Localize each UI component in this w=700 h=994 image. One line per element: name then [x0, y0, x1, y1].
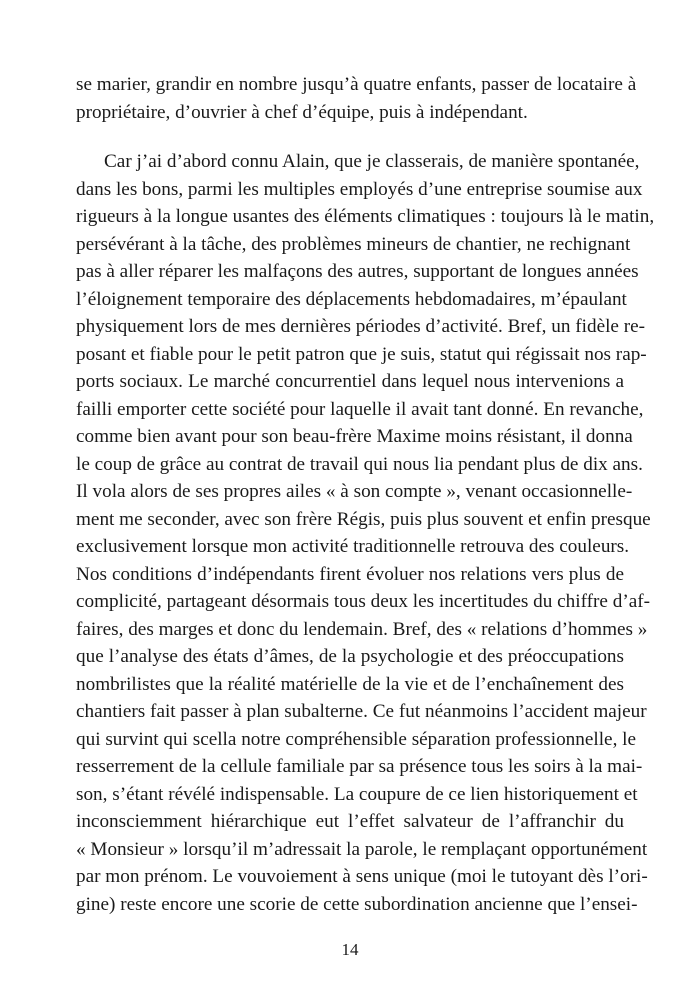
text-line: nombrilistes que la réalité matérielle de la vie et de l’enchaînement des [76, 674, 624, 695]
text-line: par mon prénom. Le vouvoiement à sens unique (moi le tutoyant dès l’ori- [76, 866, 648, 887]
book-page [76, 0, 655, 994]
text-line: failli emporter cette société pour laquelle il avait tant donné. En revanche, [76, 399, 644, 420]
text-line: posant et fiable pour le petit patron que je suis, statut qui régissait nos rap- [76, 344, 647, 365]
text-line: dans les bons, parmi les multiples employés d’une entreprise soumise aux [76, 179, 643, 200]
text-line: physiquement lors de mes dernières périodes d’activité. Bref, un fidèle re- [76, 316, 646, 337]
text-line: l’éloignement temporaire des déplacements hebdomadaires, m’épaulant [76, 289, 627, 310]
text-line: inconsciemment hiérarchique eut l’effet salvateur de l’affranchir du [76, 811, 624, 832]
text-line: que l’analyse des états d’âmes, de la psychologie et des préoccupations [76, 646, 624, 667]
text-line: Car j’ai d’abord connu Alain, que je classerais, de manière spontanée, [104, 151, 640, 172]
text-line: qui survint qui scella notre compréhensible séparation professionnelle, le [76, 729, 637, 750]
text-line: pas à aller réparer les malfaçons des autres, supportant de longues années [76, 261, 639, 282]
text-line: complicité, partageant désormais tous deux les incertitudes du chiffre d’af- [76, 591, 651, 612]
text-line: ports sociaux. Le marché concurrentiel dans lequel nous intervenions a [76, 371, 624, 392]
text-line: chantiers fait passer à plan subalterne. Ce fut néanmoins l’accident majeur [76, 701, 647, 722]
text-line: comme bien avant pour son beau-frère Maxime moins résistant, il donna [76, 426, 633, 447]
text-line: ment me seconder, avec son frère Régis, puis plus souvent et enfin presque [76, 509, 651, 530]
text-line: resserrement de la cellule familiale par sa présence tous les soirs à la mai- [76, 756, 643, 777]
text-line: persévérant à la tâche, des problèmes mineurs de chantier, ne rechignant [76, 234, 631, 255]
text-line: son, s’étant révélé indispensable. La coupure de ce lien historiquement et [76, 784, 638, 805]
text-line: gine) reste encore une scorie de cette subordination ancienne que l’ensei- [76, 894, 638, 915]
text-line: le coup de grâce au contrat de travail qui nous lia pendant plus de dix ans. [76, 454, 643, 475]
text-line: Nos conditions d’indépendants firent évoluer nos relations vers plus de [76, 564, 624, 585]
text-line: Il vola alors de ses propres ailes « à son compte », venant occasionnelle- [76, 481, 633, 502]
text-line: exclusivement lorsque mon activité traditionnelle retrouva des couleurs. [76, 536, 630, 557]
text-line: rigueurs à la longue usantes des éléments climatiques : toujours là le matin, [76, 206, 655, 227]
text-line: propriétaire, d’ouvrier à chef d’équipe, puis à indépendant. [76, 102, 528, 123]
text-line: se marier, grandir en nombre jusqu’à quatre enfants, passer de locataire à [76, 74, 637, 95]
text-line: faires, des marges et donc du lendemain. Bref, des « relations d’hommes » [76, 619, 648, 640]
text-line: « Monsieur » lorsqu’il m’adressait la parole, le remplaçant opportunément [76, 839, 648, 860]
page-number: 14 [341, 940, 359, 959]
